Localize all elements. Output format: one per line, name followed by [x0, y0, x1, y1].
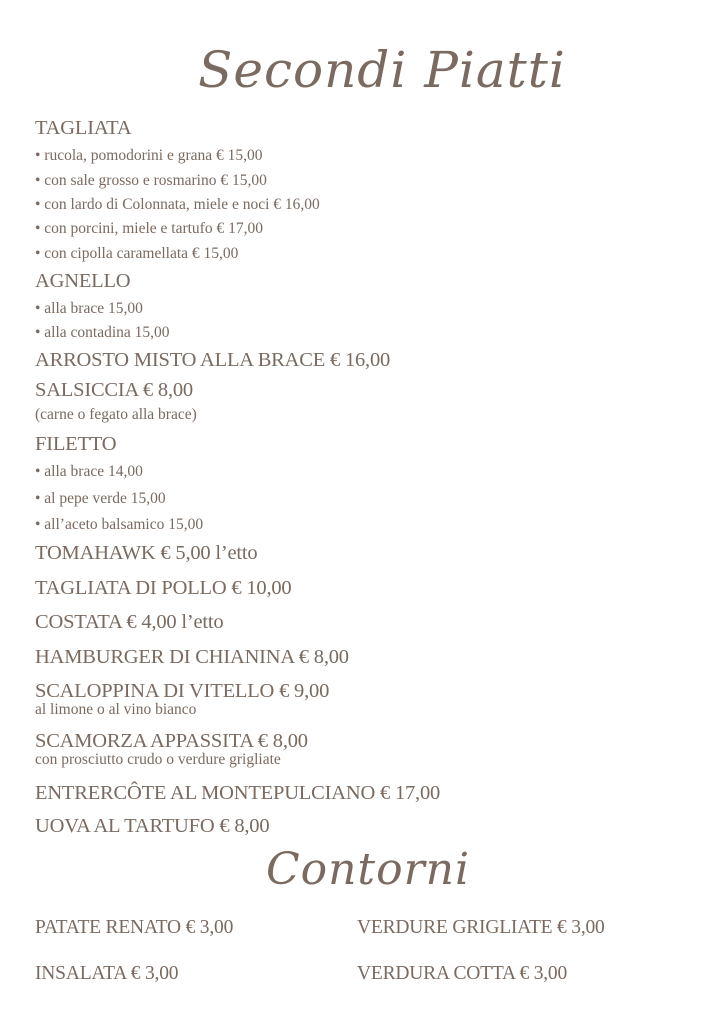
contorno-verdure-grigliate: VERDURE GRIGLIATE € 3,00: [357, 917, 605, 938]
hamburger-item: HAMBURGER DI CHIANINA € 8,00: [35, 646, 349, 668]
filetto-option-pepe-verde: • al pepe verde 15,00: [35, 490, 166, 507]
salsiccia-note: (carne o fegato alla brace): [35, 406, 197, 423]
tagliata-option-porcini: • con porcini, miele e tartufo € 17,00: [35, 220, 263, 237]
secondi-piatti-title: Secondi Piatti: [198, 41, 566, 99]
costata-item: COSTATA € 4,00 l’etto: [35, 611, 224, 633]
entrecote-item: ENTRERCÔTE AL MONTEPULCIANO € 17,00: [35, 782, 441, 804]
filetto-option-brace: • alla brace 14,00: [35, 463, 143, 480]
tagliata-option-rucola: • rucola, pomodorini e grana € 15,00: [35, 147, 263, 164]
agnello-heading: AGNELLO: [35, 270, 131, 292]
agnello-option-contadina: • alla contadina 15,00: [35, 324, 170, 341]
filetto-option-aceto: • all’aceto balsamico 15,00: [35, 516, 204, 533]
scaloppina-note: al limone o al vino bianco: [35, 701, 197, 718]
contorno-insalata: INSALATA € 3,00: [35, 963, 179, 984]
uova-tartufo-item: UOVA AL TARTUFO € 8,00: [35, 815, 270, 837]
contorno-patate-renato: PATATE RENATO € 3,00: [35, 917, 234, 938]
agnello-option-brace: • alla brace 15,00: [35, 300, 143, 317]
scaloppina-item: SCALOPPINA DI VITELLO € 9,00: [35, 680, 330, 702]
scamorza-item: SCAMORZA APPASSITA € 8,00: [35, 730, 308, 752]
arrosto-misto-item: ARROSTO MISTO ALLA BRACE € 16,00: [35, 349, 391, 371]
tagliata-option-sale-grosso: • con sale grosso e rosmarino € 15,00: [35, 172, 267, 189]
tomahawk-item: TOMAHAWK € 5,00 l’etto: [35, 542, 258, 564]
filetto-heading: FILETTO: [35, 433, 117, 455]
scamorza-note: con prosciutto crudo o verdure grigliate: [35, 751, 281, 768]
tagliata-option-cipolla: • con cipolla caramellata € 15,00: [35, 245, 239, 262]
salsiccia-item: SALSICCIA € 8,00: [35, 379, 193, 401]
contorni-title: Contorni: [265, 844, 471, 895]
tagliata-option-lardo: • con lardo di Colonnata, miele e noci € 16,00: [35, 196, 320, 213]
tagliata-pollo-item: TAGLIATA DI POLLO € 10,00: [35, 577, 292, 599]
tagliata-heading: TAGLIATA: [35, 117, 132, 139]
contorno-verdura-cotta: VERDURA COTTA € 3,00: [357, 963, 568, 984]
